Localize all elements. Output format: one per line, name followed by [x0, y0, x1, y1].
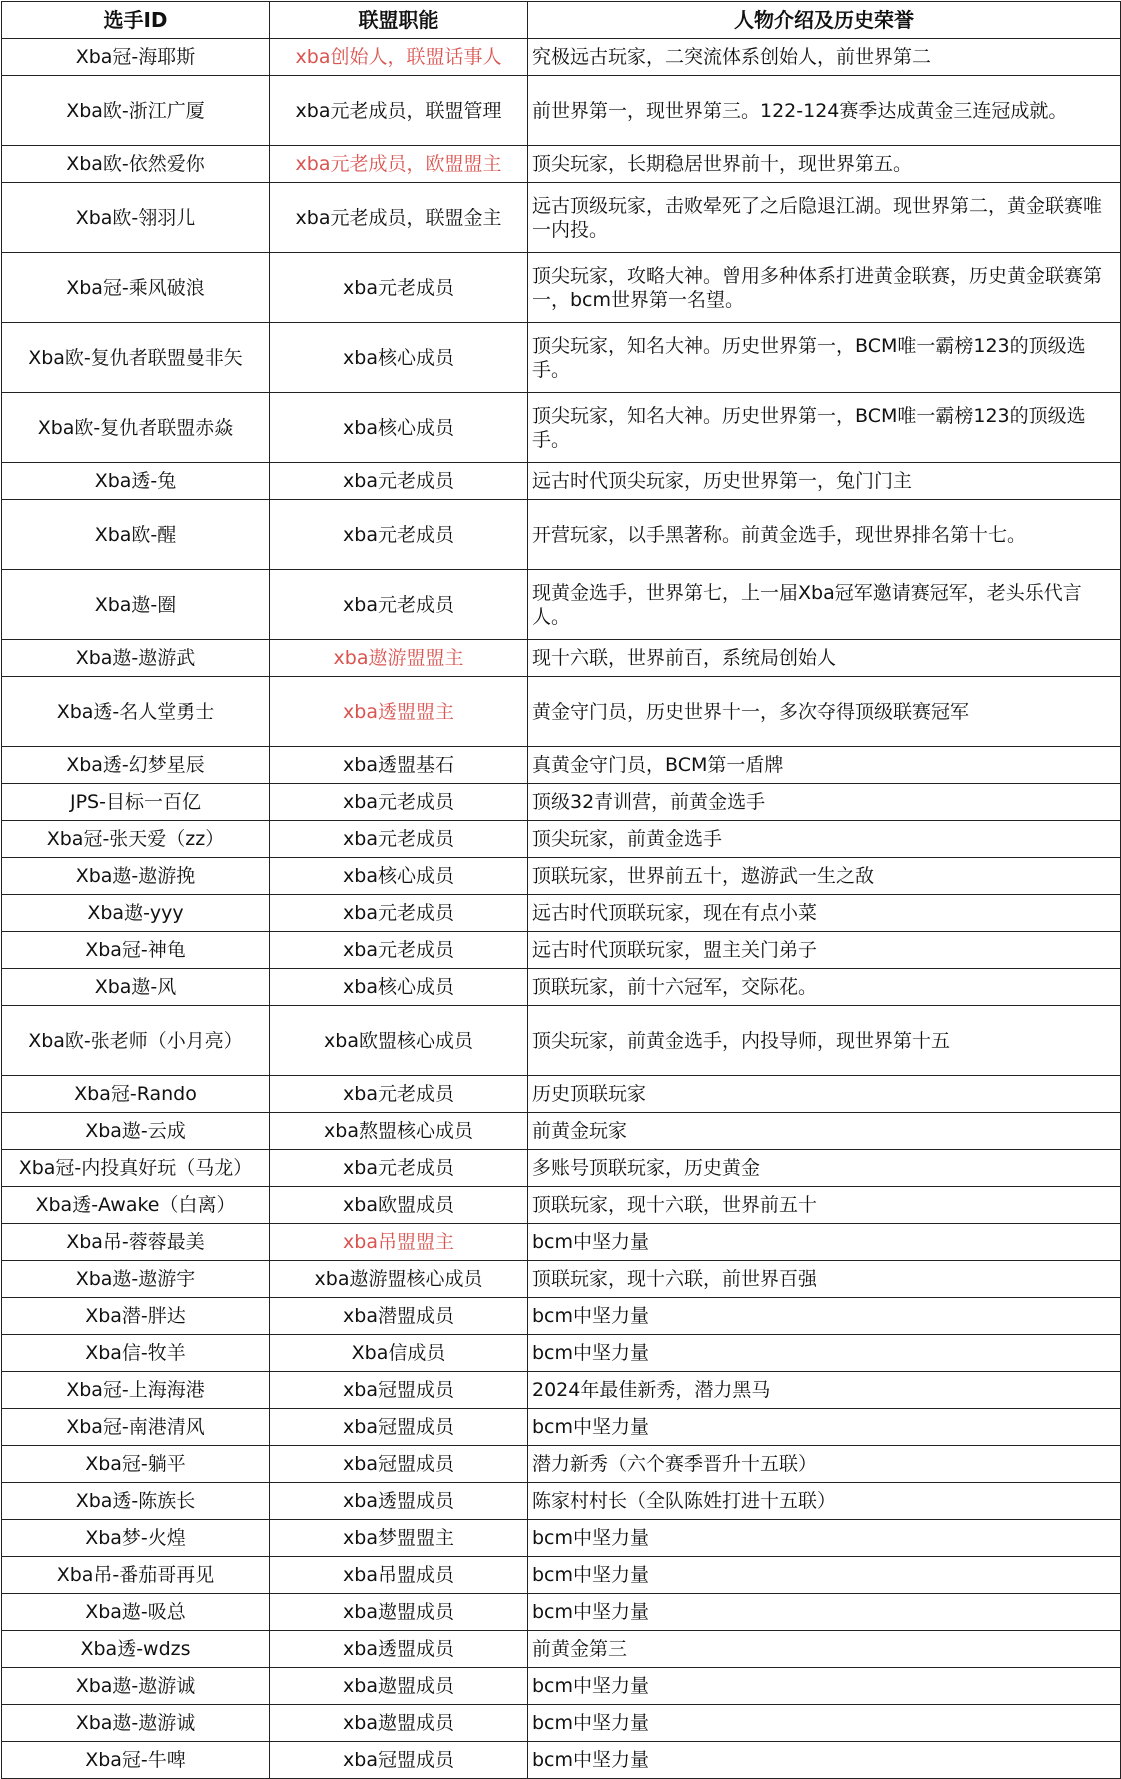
- player-id-cell: Xba冠-躺平: [2, 1446, 270, 1483]
- table-row: [2, 858, 1121, 895]
- intro-cell: 顶尖玩家，知名大神。历史世界第一，BCM唯一霸榜123的顶级选手。: [528, 393, 1121, 463]
- header-player-id: 选手ID: [2, 2, 270, 39]
- player-id-cell: Xba透-兔: [2, 463, 270, 500]
- table-row: [2, 1446, 1121, 1483]
- role-cell: xba元老成员: [270, 821, 528, 858]
- role-cell: xba欧盟成员: [270, 1187, 528, 1224]
- table-row: [2, 1594, 1121, 1631]
- intro-cell: 潜力新秀（六个赛季晋升十五联）: [528, 1446, 1121, 1483]
- role-cell: xba梦盟盟主: [270, 1520, 528, 1557]
- table-row: [2, 677, 1121, 747]
- role-cell: xba潜盟成员: [270, 1298, 528, 1335]
- intro-cell: 现黄金选手，世界第七，上一届Xba冠军邀请赛冠军，老头乐代言人。: [528, 570, 1121, 640]
- table-row: [2, 1705, 1121, 1742]
- table-row: [2, 1224, 1121, 1261]
- intro-cell: 远古时代顶尖玩家，历史世界第一，兔门门主: [528, 463, 1121, 500]
- player-id-cell: Xba遨-遨游挽: [2, 858, 270, 895]
- table-row: [2, 747, 1121, 784]
- role-cell: xba熬盟核心成员: [270, 1113, 528, 1150]
- player-id-cell: Xba欧-依然爱你: [2, 146, 270, 183]
- role-cell: xba元老成员: [270, 932, 528, 969]
- player-id-cell: Xba遨-风: [2, 969, 270, 1006]
- intro-cell: 顶尖玩家，长期稳居世界前十，现世界第五。: [528, 146, 1121, 183]
- intro-cell: 真黄金守门员，BCM第一盾牌: [528, 747, 1121, 784]
- role-cell: xba欧盟核心成员: [270, 1006, 528, 1076]
- player-id-cell: Xba遨-遨游武: [2, 640, 270, 677]
- intro-cell: 顶级32青训营，前黄金选手: [528, 784, 1121, 821]
- role-cell: xba核心成员: [270, 393, 528, 463]
- intro-cell: 多账号顶联玩家，历史黄金: [528, 1150, 1121, 1187]
- player-id-cell: Xba欧-张老师（小月亮）: [2, 1006, 270, 1076]
- role-cell: xba核心成员: [270, 858, 528, 895]
- player-id-cell: Xba冠-张天爱（zz）: [2, 821, 270, 858]
- player-id-cell: Xba遨-遨游宇: [2, 1261, 270, 1298]
- table-row: [2, 393, 1121, 463]
- role-cell: xba遨盟成员: [270, 1668, 528, 1705]
- role-cell: xba冠盟成员: [270, 1742, 528, 1779]
- role-cell: xba吊盟盟主: [270, 1224, 528, 1261]
- table-row: [2, 1631, 1121, 1668]
- intro-cell: 前黄金玩家: [528, 1113, 1121, 1150]
- intro-cell: 前黄金第三: [528, 1631, 1121, 1668]
- role-cell: xba透盟成员: [270, 1631, 528, 1668]
- intro-cell: bcm中坚力量: [528, 1520, 1121, 1557]
- table-row: [2, 1668, 1121, 1705]
- header-alliance-role: 联盟职能: [270, 2, 528, 39]
- role-cell: xba透盟基石: [270, 747, 528, 784]
- intro-cell: 顶尖玩家，前黄金选手: [528, 821, 1121, 858]
- intro-cell: 黄金守门员，历史世界十一，多次夺得顶级联赛冠军: [528, 677, 1121, 747]
- intro-cell: 顶联玩家，现十六联，世界前五十: [528, 1187, 1121, 1224]
- intro-cell: 顶联玩家，世界前五十，遨游武一生之敌: [528, 858, 1121, 895]
- player-id-cell: Xba冠-南港清风: [2, 1409, 270, 1446]
- intro-cell: bcm中坚力量: [528, 1409, 1121, 1446]
- role-cell: xba遨游盟核心成员: [270, 1261, 528, 1298]
- role-cell: xba元老成员: [270, 1150, 528, 1187]
- player-id-cell: Xba欧-复仇者联盟曼非矢: [2, 323, 270, 393]
- intro-cell: bcm中坚力量: [528, 1224, 1121, 1261]
- player-id-cell: Xba冠-乘风破浪: [2, 253, 270, 323]
- table-row: [2, 253, 1121, 323]
- player-id-cell: Xba吊-番茄哥再见: [2, 1557, 270, 1594]
- table-row: [2, 1113, 1121, 1150]
- intro-cell: bcm中坚力量: [528, 1335, 1121, 1372]
- table-row: [2, 1409, 1121, 1446]
- table-row: [2, 1187, 1121, 1224]
- role-cell: xba冠盟成员: [270, 1372, 528, 1409]
- player-id-cell: JPS-目标一百亿: [2, 784, 270, 821]
- table-row: [2, 895, 1121, 932]
- table-row: [2, 1298, 1121, 1335]
- table-row: [2, 932, 1121, 969]
- table-row: [2, 1006, 1121, 1076]
- table-row: [2, 1261, 1121, 1298]
- table-row: [2, 1076, 1121, 1113]
- role-cell: xba元老成员: [270, 253, 528, 323]
- intro-cell: bcm中坚力量: [528, 1298, 1121, 1335]
- player-id-cell: Xba冠-神龟: [2, 932, 270, 969]
- intro-cell: 2024年最佳新秀，潜力黑马: [528, 1372, 1121, 1409]
- role-cell: xba元老成员: [270, 1076, 528, 1113]
- player-id-cell: Xba冠-Rando: [2, 1076, 270, 1113]
- role-cell: xba冠盟成员: [270, 1446, 528, 1483]
- role-cell: xba遨盟成员: [270, 1705, 528, 1742]
- role-cell: xba创始人，联盟话事人: [270, 39, 528, 76]
- intro-cell: bcm中坚力量: [528, 1742, 1121, 1779]
- player-id-cell: Xba透-名人堂勇士: [2, 677, 270, 747]
- role-cell: xba元老成员，联盟金主: [270, 183, 528, 253]
- table-row: [2, 183, 1121, 253]
- player-id-cell: Xba信-牧羊: [2, 1335, 270, 1372]
- table-row: [2, 1483, 1121, 1520]
- table-row: [2, 39, 1121, 76]
- intro-cell: 顶尖玩家，知名大神。历史世界第一，BCM唯一霸榜123的顶级选手。: [528, 323, 1121, 393]
- header-intro: 人物介绍及历史荣誉: [528, 2, 1121, 39]
- player-id-cell: Xba欧-复仇者联盟赤焱: [2, 393, 270, 463]
- table-row: [2, 1150, 1121, 1187]
- role-cell: xba元老成员: [270, 570, 528, 640]
- player-id-cell: Xba遨-吸总: [2, 1594, 270, 1631]
- intro-cell: 顶尖玩家，前黄金选手，内投导师，现世界第十五: [528, 1006, 1121, 1076]
- intro-cell: 远古时代顶联玩家，现在有点小菜: [528, 895, 1121, 932]
- table-row: [2, 323, 1121, 393]
- player-id-cell: Xba透-wdzs: [2, 1631, 270, 1668]
- intro-cell: 历史顶联玩家: [528, 1076, 1121, 1113]
- table-row: [2, 463, 1121, 500]
- role-cell: Xba信成员: [270, 1335, 528, 1372]
- table-row: [2, 146, 1121, 183]
- role-cell: xba元老成员，联盟管理: [270, 76, 528, 146]
- role-cell: xba元老成员: [270, 463, 528, 500]
- player-id-cell: Xba欧-浙江广厦: [2, 76, 270, 146]
- player-id-cell: Xba冠-内投真好玩（马龙）: [2, 1150, 270, 1187]
- table-row: [2, 1520, 1121, 1557]
- intro-cell: bcm中坚力量: [528, 1668, 1121, 1705]
- player-id-cell: Xba吊-蓉蓉最美: [2, 1224, 270, 1261]
- player-id-cell: Xba梦-火煌: [2, 1520, 270, 1557]
- player-id-cell: Xba冠-上海海港: [2, 1372, 270, 1409]
- table-row: [2, 500, 1121, 570]
- intro-cell: 顶尖玩家，攻略大神。曾用多种体系打进黄金联赛，历史黄金联赛第一，bcm世界第一名望。: [528, 253, 1121, 323]
- intro-cell: 远古顶级玩家，击败晕死了之后隐退江湖。现世界第二，黄金联赛唯一内投。: [528, 183, 1121, 253]
- player-id-cell: Xba遨-遨游诚: [2, 1668, 270, 1705]
- player-id-cell: Xba遨-遨游诚: [2, 1705, 270, 1742]
- player-id-cell: Xba透-幻梦星辰: [2, 747, 270, 784]
- role-cell: xba元老成员: [270, 500, 528, 570]
- intro-cell: bcm中坚力量: [528, 1705, 1121, 1742]
- intro-cell: 究极远古玩家，二突流体系创始人，前世界第二: [528, 39, 1121, 76]
- player-id-cell: Xba遨-yyy: [2, 895, 270, 932]
- table-row: [2, 570, 1121, 640]
- player-table: [1, 1, 1121, 1779]
- table-row: [2, 784, 1121, 821]
- role-cell: xba透盟成员: [270, 1483, 528, 1520]
- player-id-cell: Xba欧-醒: [2, 500, 270, 570]
- table-row: [2, 640, 1121, 677]
- player-id-cell: Xba潜-胖达: [2, 1298, 270, 1335]
- player-id-cell: Xba欧-翎羽儿: [2, 183, 270, 253]
- intro-cell: 顶联玩家，前十六冠军，交际花。: [528, 969, 1121, 1006]
- role-cell: xba透盟盟主: [270, 677, 528, 747]
- intro-cell: 开营玩家，以手黑著称。前黄金选手，现世界排名第十七。: [528, 500, 1121, 570]
- table-row: [2, 76, 1121, 146]
- player-id-cell: Xba冠-牛啤: [2, 1742, 270, 1779]
- table-row: [2, 1742, 1121, 1779]
- header-row: [2, 2, 1121, 39]
- intro-cell: bcm中坚力量: [528, 1594, 1121, 1631]
- intro-cell: 现十六联，世界前百，系统局创始人: [528, 640, 1121, 677]
- player-id-cell: Xba透-陈族长: [2, 1483, 270, 1520]
- intro-cell: 顶联玩家，现十六联，前世界百强: [528, 1261, 1121, 1298]
- role-cell: xba元老成员，欧盟盟主: [270, 146, 528, 183]
- role-cell: xba遨游盟盟主: [270, 640, 528, 677]
- player-id-cell: Xba遨-云成: [2, 1113, 270, 1150]
- player-id-cell: Xba透-Awake（白离）: [2, 1187, 270, 1224]
- intro-cell: 前世界第一，现世界第三。122-124赛季达成黄金三连冠成就。: [528, 76, 1121, 146]
- table-row: [2, 1557, 1121, 1594]
- player-id-cell: Xba冠-海耶斯: [2, 39, 270, 76]
- role-cell: xba元老成员: [270, 784, 528, 821]
- intro-cell: bcm中坚力量: [528, 1557, 1121, 1594]
- player-id-cell: Xba遨-圈: [2, 570, 270, 640]
- table-row: [2, 969, 1121, 1006]
- table-row: [2, 1335, 1121, 1372]
- role-cell: xba吊盟成员: [270, 1557, 528, 1594]
- role-cell: xba核心成员: [270, 323, 528, 393]
- role-cell: xba冠盟成员: [270, 1409, 528, 1446]
- table-row: [2, 1372, 1121, 1409]
- role-cell: xba核心成员: [270, 969, 528, 1006]
- role-cell: xba遨盟成员: [270, 1594, 528, 1631]
- role-cell: xba元老成员: [270, 895, 528, 932]
- intro-cell: 远古时代顶联玩家，盟主关门弟子: [528, 932, 1121, 969]
- intro-cell: 陈家村村长（全队陈姓打进十五联）: [528, 1483, 1121, 1520]
- table-row: [2, 821, 1121, 858]
